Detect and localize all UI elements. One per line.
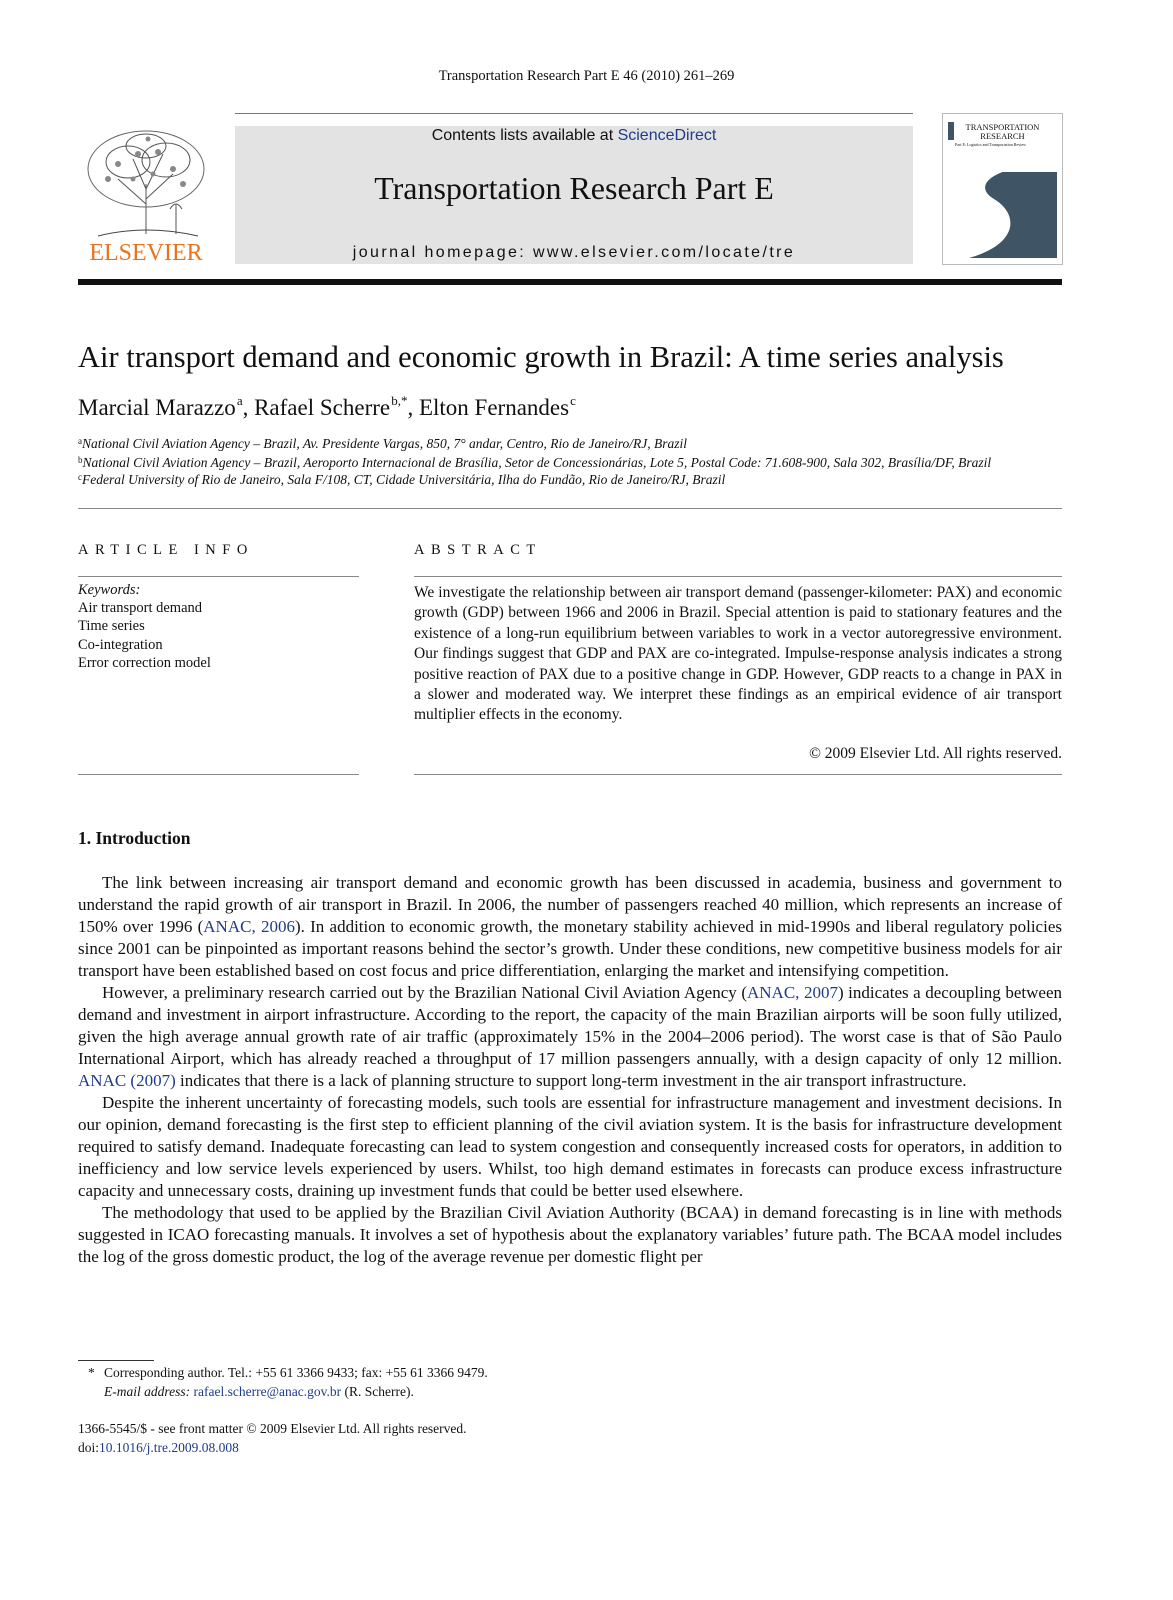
article-info-heading: ARTICLE INFO xyxy=(78,542,254,558)
abstract-text: We investigate the relationship between air transport demand (passenger-kilometer: PAX) and economic growth (GDP) between 1966 and 2006 in Brazil. Special attention is paid to stationary features and the existence of a long-run equilibrium between variables to work in a vector autoregressive environment. Our findings suggest that GDP and PAX are co-integrated. Impulse-response analysis indicates a strong positive reaction of PAX due to a positive change in GDP. However, GDP reacts to a change in PAX in a slower and moderated way. We interpret these findings as an empirical evidence of air transport multiplier effects in the economy. xyxy=(414,584,1062,724)
contents-line xyxy=(235,127,913,145)
author-name: Elton Fernandes xyxy=(418,395,570,420)
author-mark: c xyxy=(570,393,576,408)
journal-homepage[interactable]: journal homepage: www.elsevier.com/locate/tre xyxy=(352,244,796,261)
issn-line: 1366-5545/$ - see front matter © 2009 Elsevier Ltd. All rights reserved. xyxy=(78,1421,467,1436)
cover-road-icon xyxy=(949,154,1057,258)
keyword-item: Error correction model xyxy=(78,655,211,671)
text-run: However, a preliminary research carried out by the Brazilian National Civil Aviation Agency ( xyxy=(102,983,747,1002)
doi-line xyxy=(78,1440,239,1456)
cover-subtitle: Part E: Logistics and Transportation Review xyxy=(955,142,1026,147)
footnote-email xyxy=(104,1384,414,1400)
contents-prefix: Contents lists available at xyxy=(431,127,618,144)
abstract-copyright: © 2009 Elsevier Ltd. All rights reserved. xyxy=(809,745,1062,762)
affiliation-text: Federal University of Rio de Janeiro, Sala F/108, CT, Cidade Universitária, Ilha do Fundão, Rio de Janeiro/RJ, Brazil xyxy=(82,472,726,487)
citation-link[interactable]: ANAC, 2007 xyxy=(746,983,838,1002)
masthead-rule xyxy=(78,279,1062,285)
paragraph: The methodology that used to be applied by the Brazilian Civil Aviation Authority (BCAA) in demand forecasting is in line with methods suggested in ICAO forecasting manuals. It involves a set of hypothesis about the explanatory variables’ future path. The BCAA model includes the log of the gross domestic product, the log of the average revenue per domestic flight per xyxy=(78,1203,1062,1266)
introduction-body xyxy=(78,872,1062,1268)
text-run: ). In addition to economic growth, the monetary stability achieved in mid-1990s and liberal regulatory policies since 2001 can be pinpointed as important reasons behind the sector’s growth. Under these conditions, new competitive business models for air transport have been established based on cost focus and price differentiation, enlarging the market and intensifying competition. xyxy=(78,917,1062,980)
cover-title-1: TRANSPORTATION xyxy=(965,122,1040,132)
doi-link[interactable]: 10.1016/j.tre.2009.08.008 xyxy=(99,1440,239,1455)
keyword-item: Time series xyxy=(78,618,145,634)
article-info-bottom-rule xyxy=(78,774,359,775)
footnote-mark: * xyxy=(88,1365,95,1380)
text-run: indicates that there is a lack of planning structure to support long-term investment in the air transport infrastructure. xyxy=(175,1071,967,1090)
footnote-corresponding: Corresponding author. Tel.: +55 61 3366 9433; fax: +55 61 3366 9479. xyxy=(104,1365,488,1380)
affiliation-mark: b xyxy=(78,455,83,465)
cover-title-2: RESEARCH xyxy=(980,131,1025,141)
affiliation xyxy=(78,436,687,452)
affiliation-mark: a xyxy=(78,436,82,446)
text-run: The link between increasing air transport demand and economic growth has been discussed in academia, business and government to understand the rapid growth of air transport in Brazil. In 2006, the number of passengers reached 40 million, which represents an increase of 150% over 1996 ( xyxy=(78,873,1062,936)
affiliation-mark: c xyxy=(78,472,82,482)
abstract-heading: ABSTRACT xyxy=(414,542,542,558)
section-rule xyxy=(78,508,1062,509)
elsevier-logo xyxy=(78,124,214,266)
header-rule xyxy=(235,113,913,114)
sciencedirect-link[interactable]: ScienceDirect xyxy=(617,127,717,144)
paragraph xyxy=(78,982,1062,1092)
abstract-bottom-rule xyxy=(414,774,1062,775)
keywords-label: Keywords: xyxy=(78,582,141,598)
citation-link[interactable]: ANAC, 2006 xyxy=(203,917,295,936)
elsevier-wordmark: ELSEVIER xyxy=(89,240,203,266)
affiliation-text: National Civil Aviation Agency – Brazil, Aeroporto Internacional de Brasília, Setor de Concessionárias, Lote 5, Postal Code: 71.608-900, Sala 302, Brasília/DF, Brazil xyxy=(82,455,992,470)
abstract-rule xyxy=(414,576,1062,577)
author-name: Rafael Scherre xyxy=(254,395,391,420)
running-header: Transportation Research Part E 46 (2010) 261–269 xyxy=(438,68,735,84)
keyword-item: Air transport demand xyxy=(78,600,203,616)
author-mark: b,* xyxy=(391,393,408,408)
affiliation xyxy=(78,455,991,471)
footnote-rule xyxy=(78,1360,154,1361)
journal-title: Transportation Research Part E xyxy=(374,170,774,206)
section-heading-introduction: 1. Introduction xyxy=(78,828,191,848)
email-label: E-mail address: xyxy=(104,1384,191,1399)
email-link[interactable]: rafael.scherre@anac.gov.br xyxy=(193,1384,342,1399)
email-suffix: (R. Scherre). xyxy=(344,1384,414,1399)
text-run: ) indicates a decoupling between demand and investment in airport infrastructure. According to the report, the capacity of the main Brazilian airports will be soon fully utilized, given the high average annual growth rate of air traffic (approximately 15% in the 2004–2006 period). The worst case is that of São Paulo International Airport, which has already reached a throughput of 17 million passengers annually, with a design capacity of only 12 million. xyxy=(78,983,1062,1068)
doi-prefix: doi: xyxy=(78,1440,100,1455)
affiliation xyxy=(78,472,725,488)
keyword-item: Co-integration xyxy=(78,637,163,653)
citation-link[interactable]: ANAC (2007) xyxy=(78,1071,176,1090)
article-info-rule xyxy=(78,576,359,577)
paragraph: Despite the inherent uncertainty of forecasting models, such tools are essential for infrastructure management and investment decisions. In our opinion, demand forecasting is the first step to efficient planning of the civil aviation system. It is the basis for infrastructure development required to satisfy demand. Inadequate forecasting can lead to system congestion and consequently increased costs for operators, in addition to inefficiency and low service levels experienced by users. Whilst, too high demand estimates in forecasts can produce excess infrastructure capacity and unnecessary costs, draining up investment funds that could be better used elsewhere. xyxy=(78,1093,1062,1200)
author-list: Marcial Marazzo $^a$, Rafael Scherre $^{b,*}$, Elton Fernandes $^c$ xyxy=(78,393,576,420)
author-name: Marcial Marazzo xyxy=(78,395,236,420)
paragraph xyxy=(78,872,1062,982)
journal-cover xyxy=(942,113,1063,265)
article-title: Air transport demand and economic growth in Brazil: A time series analysis xyxy=(78,340,1004,374)
affiliation-text: National Civil Aviation Agency – Brazil, Av. Presidente Vargas, 850, 7° andar, Centro, Rio de Janeiro/RJ, Brazil xyxy=(82,436,687,451)
cover-accent xyxy=(948,122,954,140)
author-mark: a xyxy=(236,393,243,408)
